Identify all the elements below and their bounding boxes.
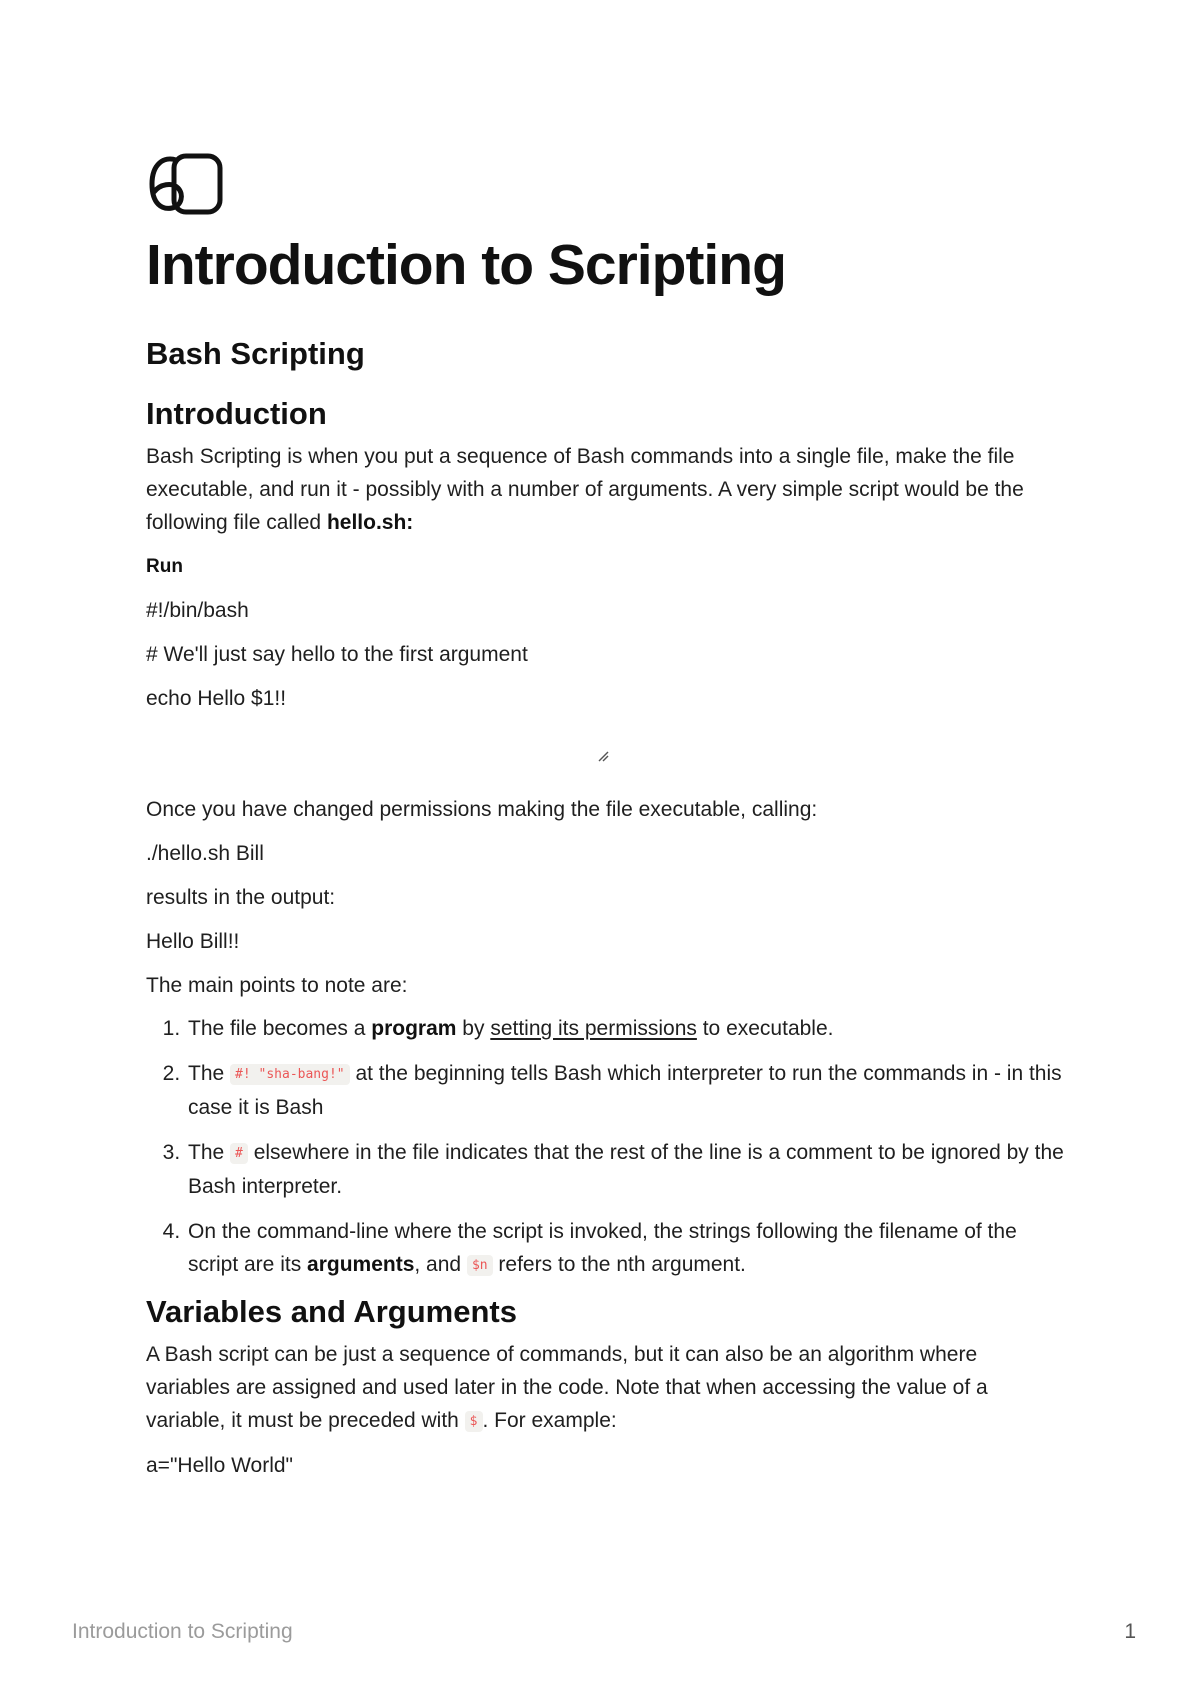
list-text: The — [188, 1062, 231, 1085]
page-title: Introduction to Scripting — [146, 233, 786, 297]
six-square-logo-icon — [146, 150, 226, 218]
list-text: at the beginning tells Bash which interpreter to run the commands in - in this case it is Bash — [188, 1062, 1062, 1119]
code-line-1: #!/bin/bash — [146, 599, 249, 622]
bold-program: program — [371, 1017, 457, 1040]
run-label: Run — [146, 556, 183, 577]
variables-text: A Bash script can be just a sequence of commands, but it can also be an algorithm where variables are assigned and used later in the code. Note that when accessing the value of a variable, it must be preceded with — [146, 1343, 988, 1432]
list-text: by — [456, 1017, 491, 1040]
list-text: to executable. — [696, 1017, 834, 1040]
footer-title: Introduction to Scripting — [72, 1620, 293, 1643]
results-label: results in the output: — [146, 886, 336, 909]
section-heading-variables: Variables and Arguments — [146, 1294, 517, 1329]
intro-colon: : — [406, 511, 414, 534]
inline-code-shabang: #! "sha-bang!" — [230, 1064, 350, 1085]
page-number: 1 — [1124, 1620, 1136, 1643]
list-text: refers to the nth argument. — [492, 1253, 746, 1276]
list-text: , and — [414, 1253, 467, 1276]
intro-paragraph — [146, 440, 1066, 539]
list-item — [186, 1057, 1066, 1124]
command-line: ./hello.sh Bill — [146, 842, 264, 865]
section-heading-bash-scripting: Bash Scripting — [146, 336, 365, 371]
list-text: The — [188, 1141, 231, 1164]
list-item — [186, 1215, 1066, 1282]
permissions-paragraph: Once you have changed permissions making the file executable, calling: — [146, 798, 818, 821]
output-line: Hello Bill!! — [146, 930, 240, 953]
intro-text: Bash Scripting is when you put a sequence of Bash commands into a single file, make the file executable, and run it - possibly with a number of arguments. A very simple script would be the following file called — [146, 445, 1024, 534]
inline-code-dollar: $ — [465, 1411, 483, 1432]
setting-permissions-link[interactable]: setting its permissions — [490, 1017, 697, 1040]
document-page — [146, 150, 1066, 1482]
main-points-list — [146, 1012, 1066, 1282]
inline-code-hash: # — [230, 1143, 248, 1164]
list-text: The file becomes a — [188, 1017, 372, 1040]
list-item — [186, 1136, 1066, 1203]
points-intro: The main points to note are: — [146, 974, 408, 997]
resize-handle-icon[interactable] — [596, 749, 610, 763]
inline-code-dollar-n: $n — [467, 1255, 493, 1276]
list-item — [186, 1012, 1066, 1045]
variables-text: . For example: — [482, 1409, 617, 1432]
example-line: a="Hello World" — [146, 1454, 293, 1477]
variables-paragraph — [146, 1338, 1066, 1438]
section-heading-introduction: Introduction — [146, 396, 327, 431]
list-text: On the command-line where the script is invoked, the strings following the filename of the script are its — [188, 1220, 1017, 1276]
filename-hello-sh: hello.sh — [326, 511, 407, 534]
code-line-2: # We'll just say hello to the first argument — [146, 643, 528, 666]
bold-arguments: arguments — [307, 1253, 415, 1276]
code-line-3: echo Hello $1!! — [146, 687, 287, 710]
list-text: elsewhere in the file indicates that the rest of the line is a comment to be ignored by the Bash interpreter. — [188, 1141, 1064, 1198]
